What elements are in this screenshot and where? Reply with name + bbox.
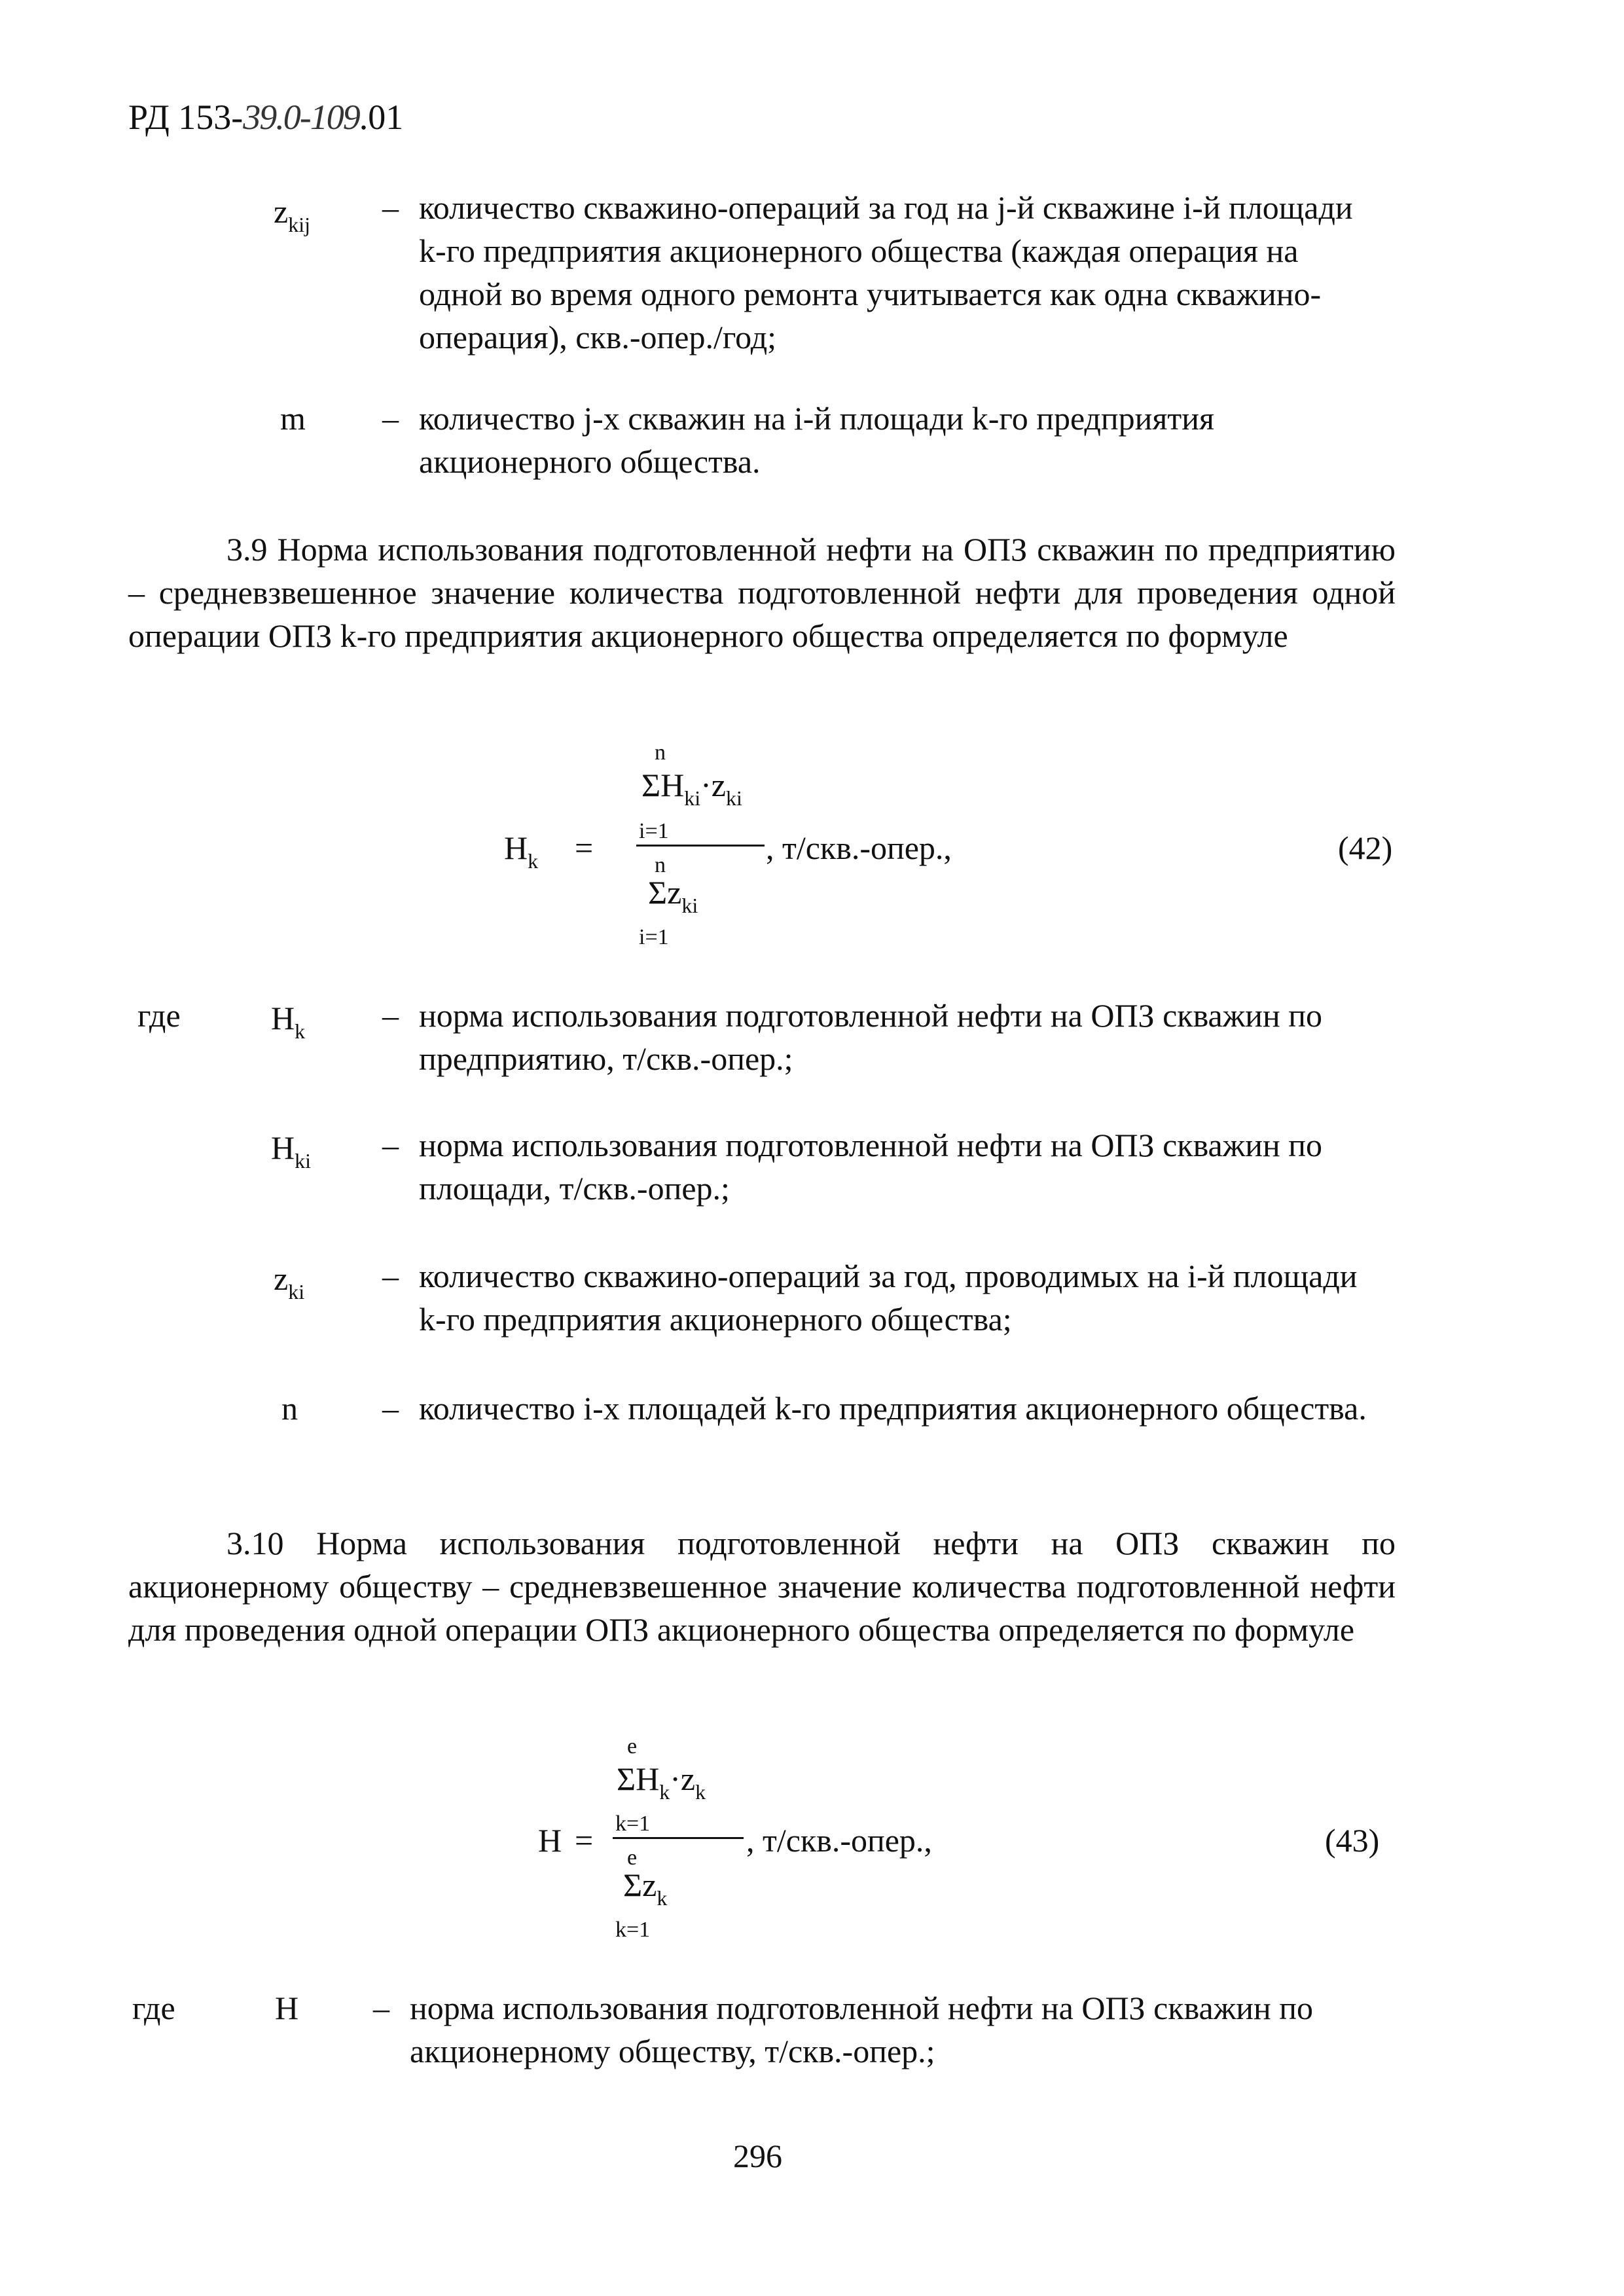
doc-code-prefix: РД 153- <box>128 98 244 137</box>
def-text-zki: количество скважино-операций за год, проводимых на i-й площади k-го предприятия акционерного общества; <box>419 1258 1358 1338</box>
eq42-den-sum-top: n <box>655 853 666 877</box>
eq42-num-sum-top: n <box>655 740 666 765</box>
eq43-denominator: $\Sigma z_k$ <box>623 1867 668 1910</box>
def-text-Hk: норма использования подготовленной нефти на ОПЗ скважин по предприятию, т/скв.-опер.; <box>419 997 1323 1077</box>
eq43-equals: = <box>575 1822 594 1859</box>
eq43-number: (43) <box>1325 1822 1380 1859</box>
paragraph-3-9: 3.9 Норма использования подготовленной нефти на ОПЗ скважин по предприятию – средневзвешенное значение количества подготовленной нефти для проведения одной операции ОПЗ k-го предприятия акционерного общества определяется по формуле <box>128 531 1396 654</box>
eq43-lhs: H <box>538 1822 562 1859</box>
eq43-numerator: $\Sigma H_k\cdot z_k$ <box>617 1760 706 1804</box>
def-dash: – <box>382 1258 399 1294</box>
eq42-equals: = <box>575 829 594 866</box>
def-symbol-zkij: $z_{kij}$ <box>274 193 310 236</box>
eq42-denominator: $\Sigma z_{ki}$ <box>648 874 698 917</box>
eq42-unit: , т/скв.-опер., <box>766 829 952 866</box>
def-symbol-Hki: $H_{ki}$ <box>271 1129 311 1173</box>
doc-code-handwritten: 39.0-109 <box>243 98 359 137</box>
eq43-den-sum-top: e <box>627 1846 638 1870</box>
eq42-number: (42) <box>1338 829 1393 866</box>
def-dash: – <box>382 997 399 1034</box>
page-number: 296 <box>733 2138 782 2174</box>
def-symbol-m: m <box>280 400 306 437</box>
def-symbol-H: H <box>275 1990 299 2026</box>
eq42-lhs: $H_k$ <box>504 829 539 873</box>
paragraph-3-10: 3.10 Норма использования подготовленной нефти на ОПЗ скважин по акционерному обществу – средневзвешенное значение количества подготовленной нефти для проведения одной операции ОПЗ акционерного общества определяется по формуле <box>128 1525 1396 1648</box>
def-symbol-zki: $z_{ki}$ <box>274 1260 305 1303</box>
eq43-unit: , т/скв.-опер., <box>746 1822 932 1859</box>
def-dash: – <box>382 189 399 226</box>
eq43-num-lower: k=1 <box>615 1812 651 1836</box>
def-dash: – <box>382 1390 399 1427</box>
def-symbol-Hk: $H_k$ <box>271 1000 306 1043</box>
eq42-numerator: $\Sigma H_{ki}\cdot z_{ki}$ <box>641 767 742 810</box>
def-dash: – <box>382 1127 399 1163</box>
eq43-den-lower: k=1 <box>615 1918 651 1942</box>
eq42-num-lower: i=1 <box>639 819 669 843</box>
where-label: где <box>137 997 181 1034</box>
def-dash: – <box>373 1990 389 2026</box>
def-symbol-n: n <box>281 1390 298 1427</box>
eq43-fraction-line <box>613 1837 744 1839</box>
def-text-zkij: количество скважино-операций за год на j-й скважине i-й площади k-го предприятия акционерного общества (каждая операция на одной во время одного ремонта учитывается как одна скважино-операция), скв.-опер./год; <box>419 189 1353 355</box>
def-text-m: количество j-х скважин на i-й площади k-го предприятия акционерного общества. <box>419 400 1215 480</box>
def-dash: – <box>382 400 399 437</box>
eq43-num-sum-top: e <box>627 1734 638 1758</box>
eq42-fraction-line <box>636 845 765 847</box>
def-text-H: норма использования подготовленной нефти на ОПЗ скважин по акционерному обществу, т/скв.-опер.; <box>410 1990 1314 2069</box>
where-label: где <box>132 1990 175 2026</box>
def-text-Hki: норма использования подготовленной нефти на ОПЗ скважин по площади, т/скв.-опер.; <box>419 1127 1323 1207</box>
def-text-n: количество i-х площадей k-го предприятия акционерного общества. <box>419 1390 1367 1427</box>
eq42-den-lower: i=1 <box>639 925 669 949</box>
doc-code-suffix: .01 <box>359 98 404 137</box>
document-code <box>128 96 403 139</box>
